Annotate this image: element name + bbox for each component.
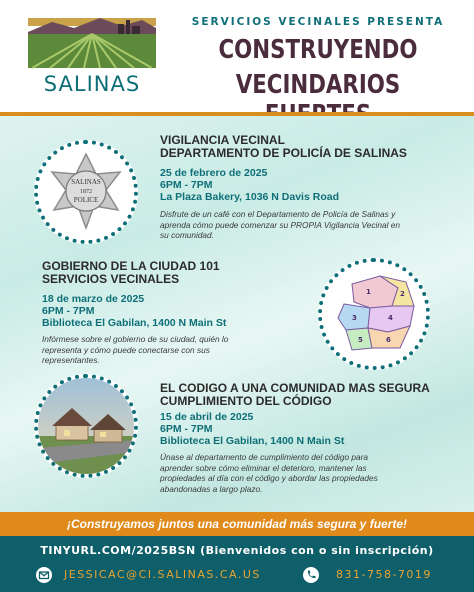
police-badge-image	[34, 140, 138, 244]
farmland-logo-icon	[22, 10, 162, 72]
section-3-title: EL CODIGO A UNA COMUNIDAD MAS SEGURA CUMPLIMIENTO DEL CÓDIGO	[160, 381, 430, 408]
events-area	[0, 116, 474, 512]
page-title-line-2: VECINDARIOS	[235, 70, 401, 100]
badge-top-text: SALINAS	[71, 178, 101, 186]
presenter-line: SERVICIOS VECINALES PRESENTA	[191, 16, 445, 28]
section-1-description: Disfrute de un café con el Departamento de Policía de Salinas y aprenda cómo puede comenzar su PROPIA Vigilancia Vecinal en su comunidad.	[160, 209, 400, 240]
houses-photo-image	[34, 374, 138, 478]
phone-icon	[303, 567, 319, 583]
map-label-5: 5	[358, 336, 363, 344]
map-label-1: 1	[366, 288, 371, 296]
footer	[0, 536, 474, 592]
section-3-details: 15 de abril de 2025 6PM - 7PM Biblioteca El Gabilan, 1400 N Main St	[160, 411, 345, 447]
map-label-2: 2	[400, 290, 405, 298]
logo-text: SALINAS	[43, 72, 141, 96]
header	[0, 0, 474, 112]
phone-link[interactable]: 831-758-7019	[336, 568, 432, 581]
badge-year-text: 1872	[80, 189, 92, 195]
registration-link[interactable]: TINYURL.COM/2025BSN (Bienvenidos con o sin inscripción)	[40, 544, 434, 557]
section-1-details: 25 de febrero de 2025 6PM - 7PM La Plaza Bakery, 1036 N Davis Road	[160, 167, 339, 203]
district-map-image	[318, 258, 430, 370]
section-2-title: GOBIERNO DE LA CIUDAD 101 SERVICIOS VECINALES	[42, 259, 220, 286]
section-1-title: VIGILANCIA VECINAL DEPARTAMENTO DE POLICÍA DE SALINAS	[160, 133, 407, 160]
envelope-icon	[36, 567, 52, 583]
page-title-line-1: CONSTRUYENDO	[218, 35, 418, 65]
section-2-description: Infórmese sobre el gobierno de su ciudad, quién lo representa y cómo puede conectarse con sus representantes.	[42, 334, 229, 365]
section-3-description: Únase al departamento de cumplimiento del código para aprender sobre cómo eliminar el deterioro, mantener las propiedades al día con el código y abordar las propiedades abandonadas a largo plazo.	[160, 452, 378, 494]
salinas-logo	[22, 10, 162, 100]
map-label-4: 4	[388, 314, 393, 322]
map-label-6: 6	[386, 336, 391, 344]
email-link[interactable]: JESSICAC@CI.SALINAS.CA.US	[64, 568, 261, 581]
section-2-details: 18 de marzo de 2025 6PM - 7PM Biblioteca El Gabilan, 1400 N Main St	[42, 293, 227, 329]
map-label-3: 3	[352, 314, 357, 322]
slogan-banner: ¡Construyamos juntos una comunidad más segura y fuerte!	[0, 512, 474, 536]
badge-bottom-text: POLICE	[73, 196, 99, 204]
